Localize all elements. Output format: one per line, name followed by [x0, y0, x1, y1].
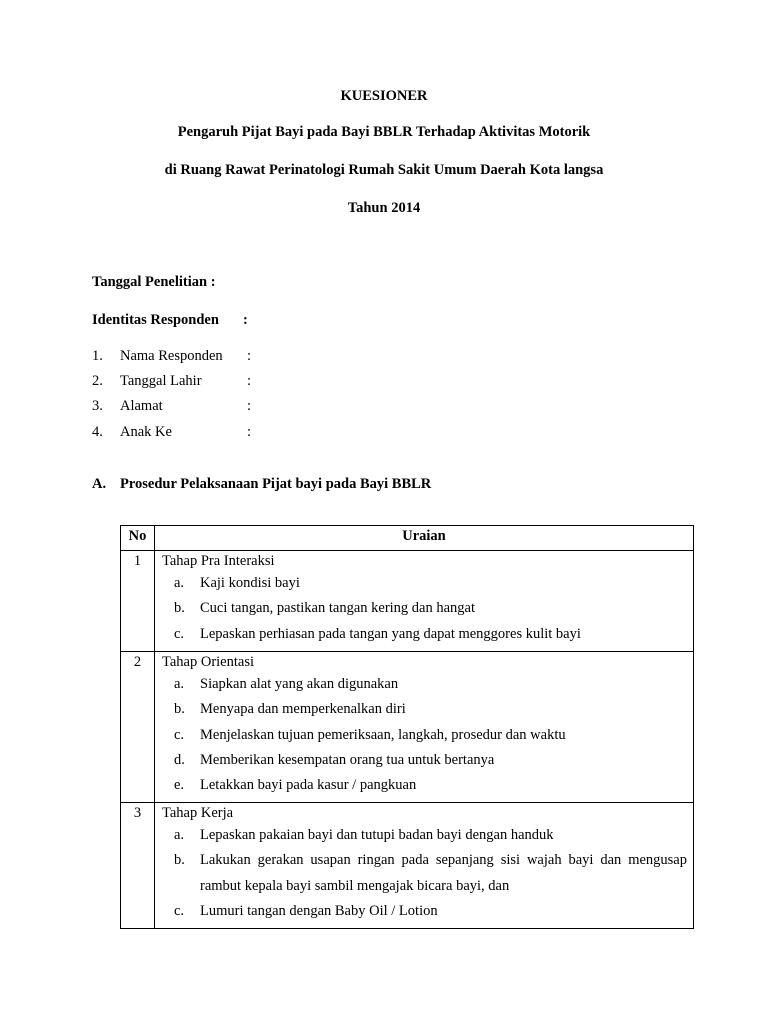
- list-item-colon: :: [247, 424, 252, 440]
- list-item: [162, 697, 693, 722]
- document-title: KUESIONER: [340, 88, 428, 104]
- header-no: No: [121, 526, 155, 551]
- list-item-colon: :: [247, 373, 252, 389]
- item-letter: d.: [174, 751, 185, 768]
- list-item: [162, 773, 693, 798]
- item-letter: b.: [174, 701, 185, 718]
- item-text: Cuci tangan, pastikan tangan kering dan hangat: [200, 600, 476, 617]
- list-item: [162, 723, 693, 748]
- item-letter: b.: [174, 600, 185, 617]
- item-text: Memberikan kesempatan orang tua untuk bertanya: [200, 751, 495, 768]
- list-item-colon: :: [247, 398, 252, 414]
- item-text: Siapkan alat yang akan digunakan: [200, 676, 399, 692]
- item-text: Kaji kondisi bayi: [200, 575, 300, 591]
- list-item: [162, 899, 693, 924]
- list-item: [162, 622, 693, 647]
- list-item: [162, 596, 693, 621]
- item-text-line-2: rambut kepala bayi sambil mengajak bicara bayi, dan: [200, 877, 510, 894]
- item-text: Letakkan bayi pada kasur / pangkuan: [200, 777, 417, 794]
- item-letter: c.: [174, 902, 185, 919]
- list-item: [162, 672, 693, 697]
- row-number: 2: [121, 652, 155, 803]
- row-content: [155, 551, 694, 652]
- list-item-number: 1.: [92, 348, 103, 364]
- list-item-label: Alamat: [120, 398, 163, 414]
- list-item: [162, 823, 693, 848]
- subtitle-line-1: Pengaruh Pijat Bayi pada Bayi BBLR Terhadap Aktivitas Motorik: [177, 124, 591, 140]
- table-row: [121, 652, 694, 803]
- stage-title: Tahap Pra Interaksi: [162, 553, 275, 569]
- list-item-label: Anak Ke: [120, 424, 172, 440]
- item-letter: c.: [174, 726, 185, 743]
- list-item: [162, 571, 693, 596]
- item-text: Lepaskan pakaian bayi dan tutupi badan bayi dengan handuk: [200, 827, 554, 843]
- item-text: Menjelaskan tujuan pemeriksaan, langkah, prosedur dan waktu: [200, 726, 566, 743]
- item-text-multiline: [200, 848, 693, 899]
- item-text: Menyapa dan memperkenalkan diri: [200, 701, 406, 718]
- item-letter: a.: [174, 827, 185, 843]
- row-number: 1: [121, 551, 155, 652]
- table-row: [121, 551, 694, 652]
- item-text: Lumuri tangan dengan Baby Oil / Lotion: [200, 902, 438, 919]
- table-row: [121, 803, 694, 929]
- list-item-label: Tanggal Lahir: [120, 373, 202, 389]
- list-item-colon: :: [247, 348, 252, 364]
- list-item-label: Nama Responden: [120, 348, 223, 364]
- year-line: Tahun 2014: [347, 200, 421, 216]
- item-letter: e.: [174, 777, 185, 794]
- identitas-responden-label: Identitas Responden: [92, 312, 219, 328]
- identitas-responden-colon: :: [243, 312, 248, 328]
- list-item: [162, 748, 693, 773]
- table-header-row: [121, 526, 694, 551]
- stage-title: Tahap Kerja: [162, 805, 234, 821]
- list-item-number: 3.: [92, 398, 103, 414]
- tanggal-penelitian-label: Tanggal Penelitian :: [92, 274, 216, 290]
- header-uraian: Uraian: [155, 526, 694, 551]
- list-item: [162, 848, 693, 899]
- item-letter: a.: [174, 676, 185, 692]
- item-text: Lepaskan perhiasan pada tangan yang dapat menggores kulit bayi: [200, 625, 581, 642]
- row-content: [155, 652, 694, 803]
- item-letter: a.: [174, 575, 185, 591]
- item-text-line-1: Lakukan gerakan usapan ringan pada sepanjang sisi wajah bayi dan mengusap: [200, 852, 687, 869]
- item-letter: c.: [174, 625, 185, 642]
- section-a-letter: A.: [92, 476, 107, 492]
- list-item-number: 2.: [92, 373, 103, 389]
- row-number: 3: [121, 803, 155, 929]
- stage-title: Tahap Orientasi: [162, 654, 254, 670]
- section-a-title: Prosedur Pelaksanaan Pijat bayi pada Bayi BBLR: [120, 476, 432, 492]
- row-content: [155, 803, 694, 929]
- procedure-table: [120, 525, 694, 929]
- subtitle-line-2: di Ruang Rawat Perinatologi Rumah Sakit Umum Daerah Kota langsa: [164, 162, 604, 178]
- item-letter: b.: [174, 852, 185, 869]
- list-item-number: 4.: [92, 424, 103, 440]
